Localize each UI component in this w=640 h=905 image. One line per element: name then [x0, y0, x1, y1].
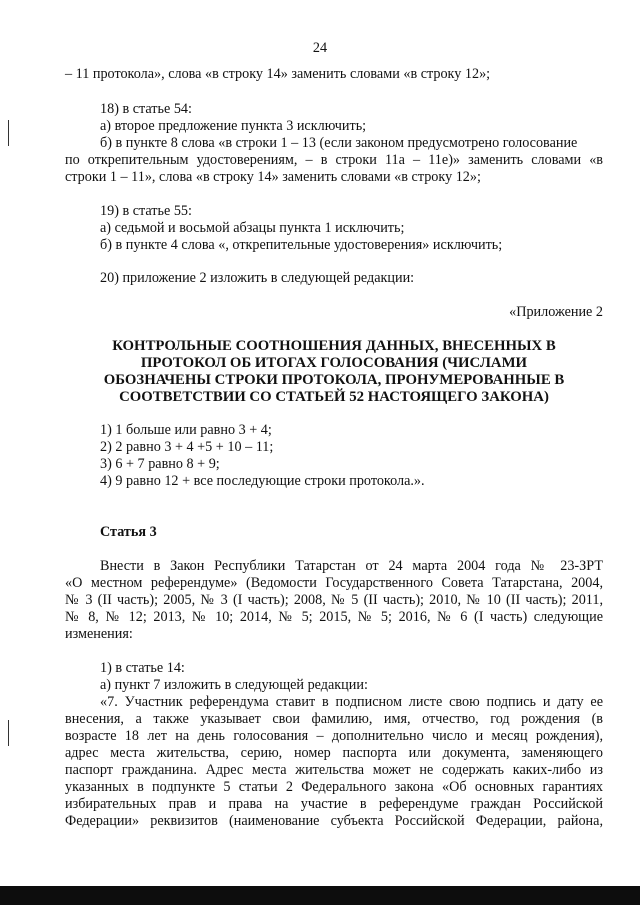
list-item: 1) 1 больше или равно 3 + 4;: [100, 422, 272, 438]
text-line: паспорт гражданина. Адрес места жительства может не содержать каких-либо из: [65, 762, 603, 778]
text-line: № 3 (II часть); 2005, № 3 (I часть); 2008, № 5 (II часть); 2010, № 10 (II часть); 2011,: [65, 592, 603, 608]
text-line: внесения, а также указывает свои фамилию, имя, отчество, год рождения (в: [65, 711, 603, 727]
text-line: 18) в статье 54:: [100, 101, 192, 117]
text-line: избирательных прав и права на участие в референдуме граждан Российской: [65, 796, 603, 812]
text-line: б) в пункте 8 слова «в строки 1 – 13 (если законом предусмотрено голосование: [100, 135, 578, 151]
text-line: «О местном референдуме» (Ведомости Государственного Совета Татарстана, 2004,: [65, 575, 603, 591]
appendix-heading: ОБОЗНАЧЕНЫ СТРОКИ ПРОТОКОЛА, ПРОНУМЕРОВАННЫЕ В: [103, 372, 565, 388]
text-line: адрес места жительства, серию, номер паспорта или документа, заменяющего: [65, 745, 603, 761]
appendix-label: «Приложение 2: [509, 304, 603, 320]
text-line: а) второе предложение пункта 3 исключить;: [100, 118, 367, 134]
list-item: 4) 9 равно 12 + все последующие строки протокола.».: [100, 473, 425, 489]
text-line: 19) в статье 55:: [100, 203, 192, 219]
text-line: по открепительным удостоверениям, – в строки 11а – 11е)» заменить словами «в: [65, 152, 603, 168]
text-line: изменения:: [65, 626, 133, 642]
text-line: 1) в статье 14:: [100, 660, 185, 676]
appendix-heading: СООТВЕТСТВИИ СО СТАТЬЕЙ 52 НАСТОЯЩЕГО ЗАКОНА): [119, 389, 549, 405]
article-title: Статья 3: [100, 524, 157, 540]
list-item: 3) 6 + 7 равно 8 + 9;: [100, 456, 220, 472]
text-line: а) седьмой и восьмой абзацы пункта 1 исключить;: [100, 220, 405, 236]
text-line: б) в пункте 4 слова «, открепительные удостоверения» исключить;: [100, 237, 503, 253]
appendix-heading: ПРОТОКОЛ ОБ ИТОГАХ ГОЛОСОВАНИЯ (ЧИСЛАМИ: [140, 355, 528, 371]
text-line: указанных в подпункте 5 статьи 2 Федерального закона «Об основных гарантиях: [65, 779, 603, 795]
page-number: 24: [312, 40, 328, 56]
appendix-heading: КОНТРОЛЬНЫЕ СООТНОШЕНИЯ ДАННЫХ, ВНЕСЕННЫХ В: [112, 338, 556, 354]
text-line: 20) приложение 2 изложить в следующей редакции:: [100, 270, 415, 286]
scan-edge-bar: [0, 886, 640, 905]
list-item: 2) 2 равно 3 + 4 +5 + 10 – 11;: [100, 439, 274, 455]
text-line: – 11 протокола», слова «в строку 14» заменить словами «в строку 12»;: [65, 66, 491, 82]
text-line: Внести в Закон Республики Татарстан от 24 марта 2004 года № 23-ЗРТ: [100, 558, 603, 574]
text-line: строки 1 – 11», слова «в строку 14» заменить словами «в строку 12»;: [65, 169, 481, 185]
text-line: № 8, № 12; 2013, № 10; 2014, № 5; 2015, № 5; 2016, № 6 (I часть) следующие: [65, 609, 603, 625]
text-line: Федерации» реквизитов (наименование субъекта Российской Федерации, района,: [65, 813, 603, 829]
text-line: а) пункт 7 изложить в следующей редакции:: [100, 677, 368, 693]
text-line: «7. Участник референдума ставит в подписном листе свою подпись и дату ее: [100, 694, 603, 710]
margin-mark: [8, 720, 9, 746]
margin-mark: [8, 120, 9, 146]
text-line: возрасте 18 лет на день голосования – дополнительно число и месяц рождения),: [65, 728, 603, 744]
